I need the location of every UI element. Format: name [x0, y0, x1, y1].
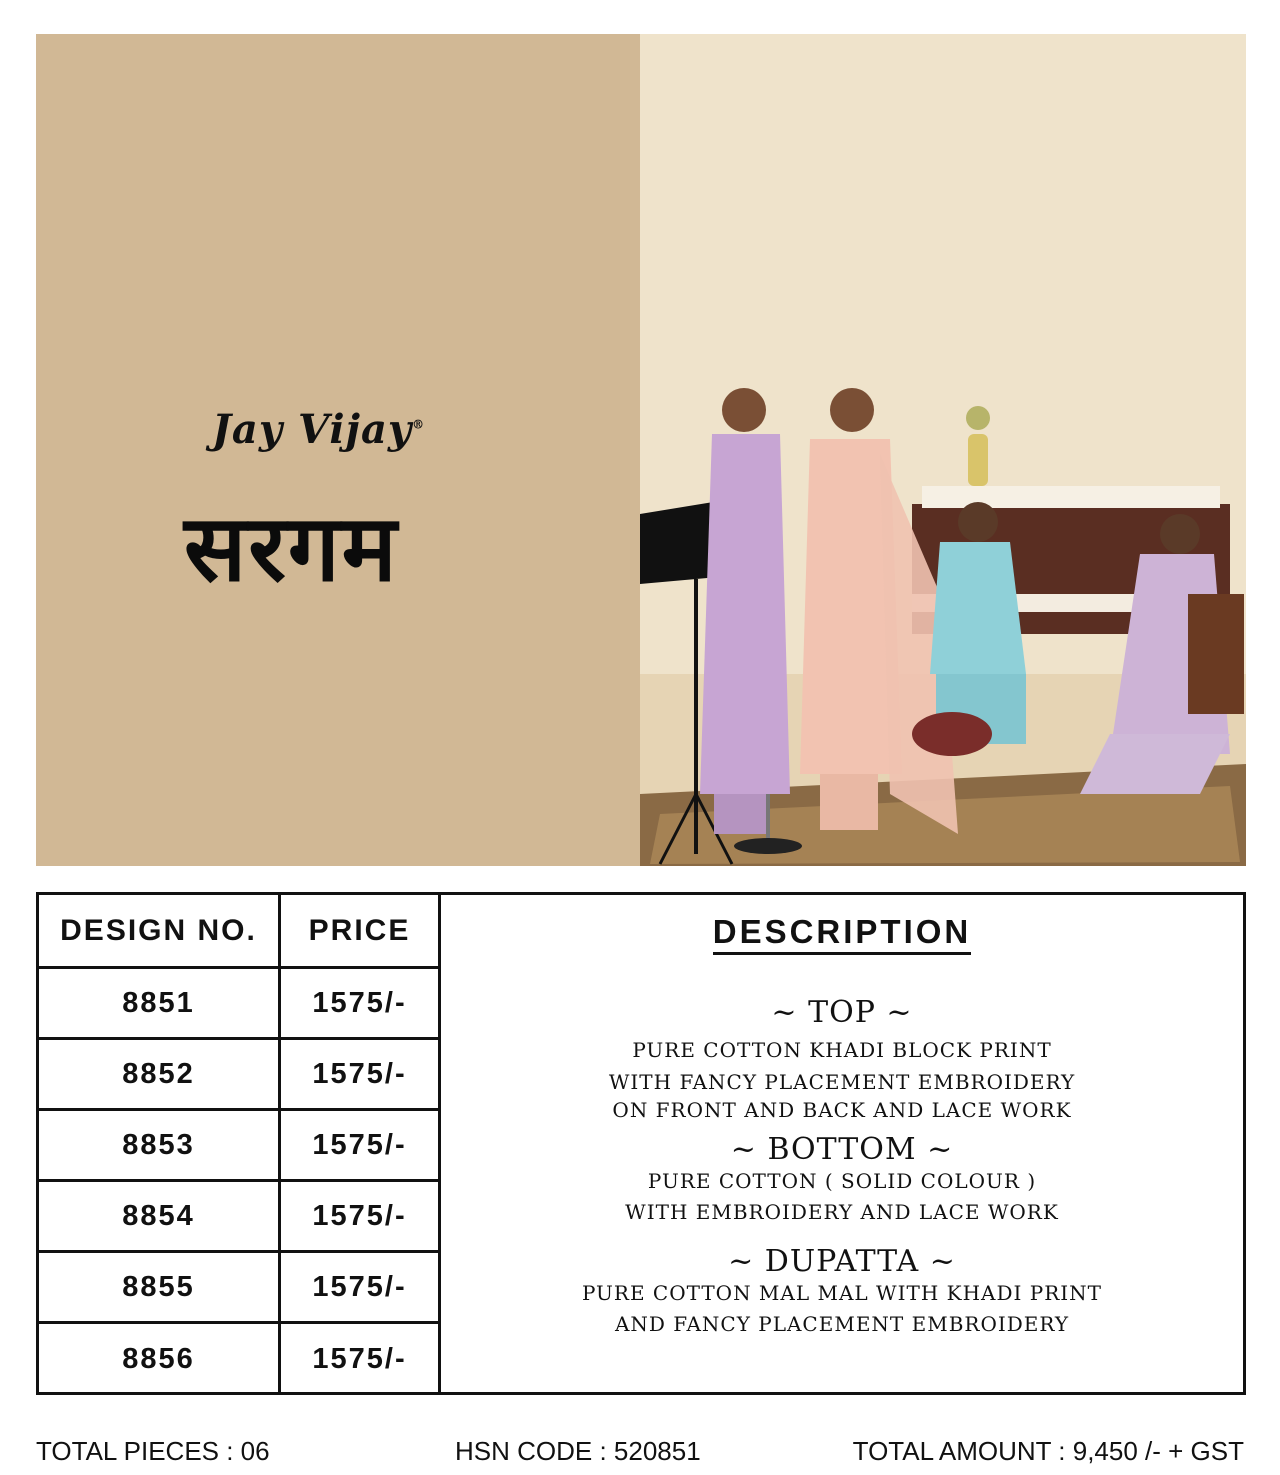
design-cell: 8853 [39, 1111, 278, 1182]
price-cell: 1575/- [281, 1253, 438, 1324]
design-cell: 8852 [39, 1040, 278, 1111]
price-cell: 1575/- [312, 1343, 407, 1375]
model-photo [640, 34, 1246, 866]
price-table [36, 892, 1246, 1395]
dupatta-line: AND FANCY PLACEMENT EMBROIDERY [614, 1312, 1070, 1336]
collection-name: सरगम [184, 495, 399, 602]
top-line: PURE COTTON KHADI BLOCK PRINT [632, 1038, 1052, 1062]
model-3 [958, 502, 998, 542]
bottom-line: WITH EMBROIDERY AND LACE WORK [625, 1200, 1059, 1224]
price-cell: 1575/- [281, 1182, 438, 1253]
top-line: WITH FANCY PLACEMENT EMBROIDERY [608, 1070, 1076, 1094]
description-column [441, 895, 1243, 1392]
price-header: PRICE [281, 895, 438, 969]
model-photo-illustration [640, 34, 1246, 866]
model-1 [722, 388, 766, 432]
design-column [39, 895, 281, 1392]
design-cell: 8855 [39, 1253, 278, 1324]
piano-lace [922, 486, 1220, 508]
top-section-title: ~ TOP ~ [771, 995, 913, 1030]
bottom-line: PURE COTTON ( SOLID COLOUR ) [647, 1169, 1037, 1193]
brand-panel [36, 34, 640, 866]
description-header-text: DESCRIPTION [713, 913, 972, 955]
top-line: ON FRONT AND BACK AND LACE WORK [612, 1098, 1072, 1122]
design-no-header: DESIGN NO. [39, 895, 278, 969]
brand-logo [212, 406, 425, 453]
brand-logo-text: Jay Vijay [212, 406, 413, 453]
design-cell: 8851 [39, 969, 278, 1040]
model-4 [1160, 514, 1200, 554]
vase [968, 434, 988, 486]
model-2 [830, 388, 874, 432]
dupatta-section-title: ~ DUPATTA ~ [728, 1244, 956, 1279]
bottom-section-title: ~ BOTTOM ~ [730, 1132, 954, 1167]
price-cell: 1575/- [281, 969, 438, 1040]
dupatta-line: PURE COTTON MAL MAL WITH KHADI PRINT [581, 1281, 1103, 1305]
price-column [281, 895, 441, 1392]
total-amount: TOTAL AMOUNT : 9,450 /- + GST [852, 1436, 1244, 1466]
catalog-hero [36, 34, 1246, 866]
hsn-code: HSN CODE : 520851 [455, 1436, 701, 1466]
total-pieces: TOTAL PIECES : 06 [36, 1436, 270, 1466]
design-cell: 8854 [39, 1182, 278, 1253]
price-cell: 1575/- [281, 1040, 438, 1111]
registered-mark: ® [412, 417, 426, 432]
description-header [441, 913, 1243, 951]
price-cell: 1575/- [281, 1111, 438, 1182]
design-cell: 8856 [122, 1343, 195, 1375]
